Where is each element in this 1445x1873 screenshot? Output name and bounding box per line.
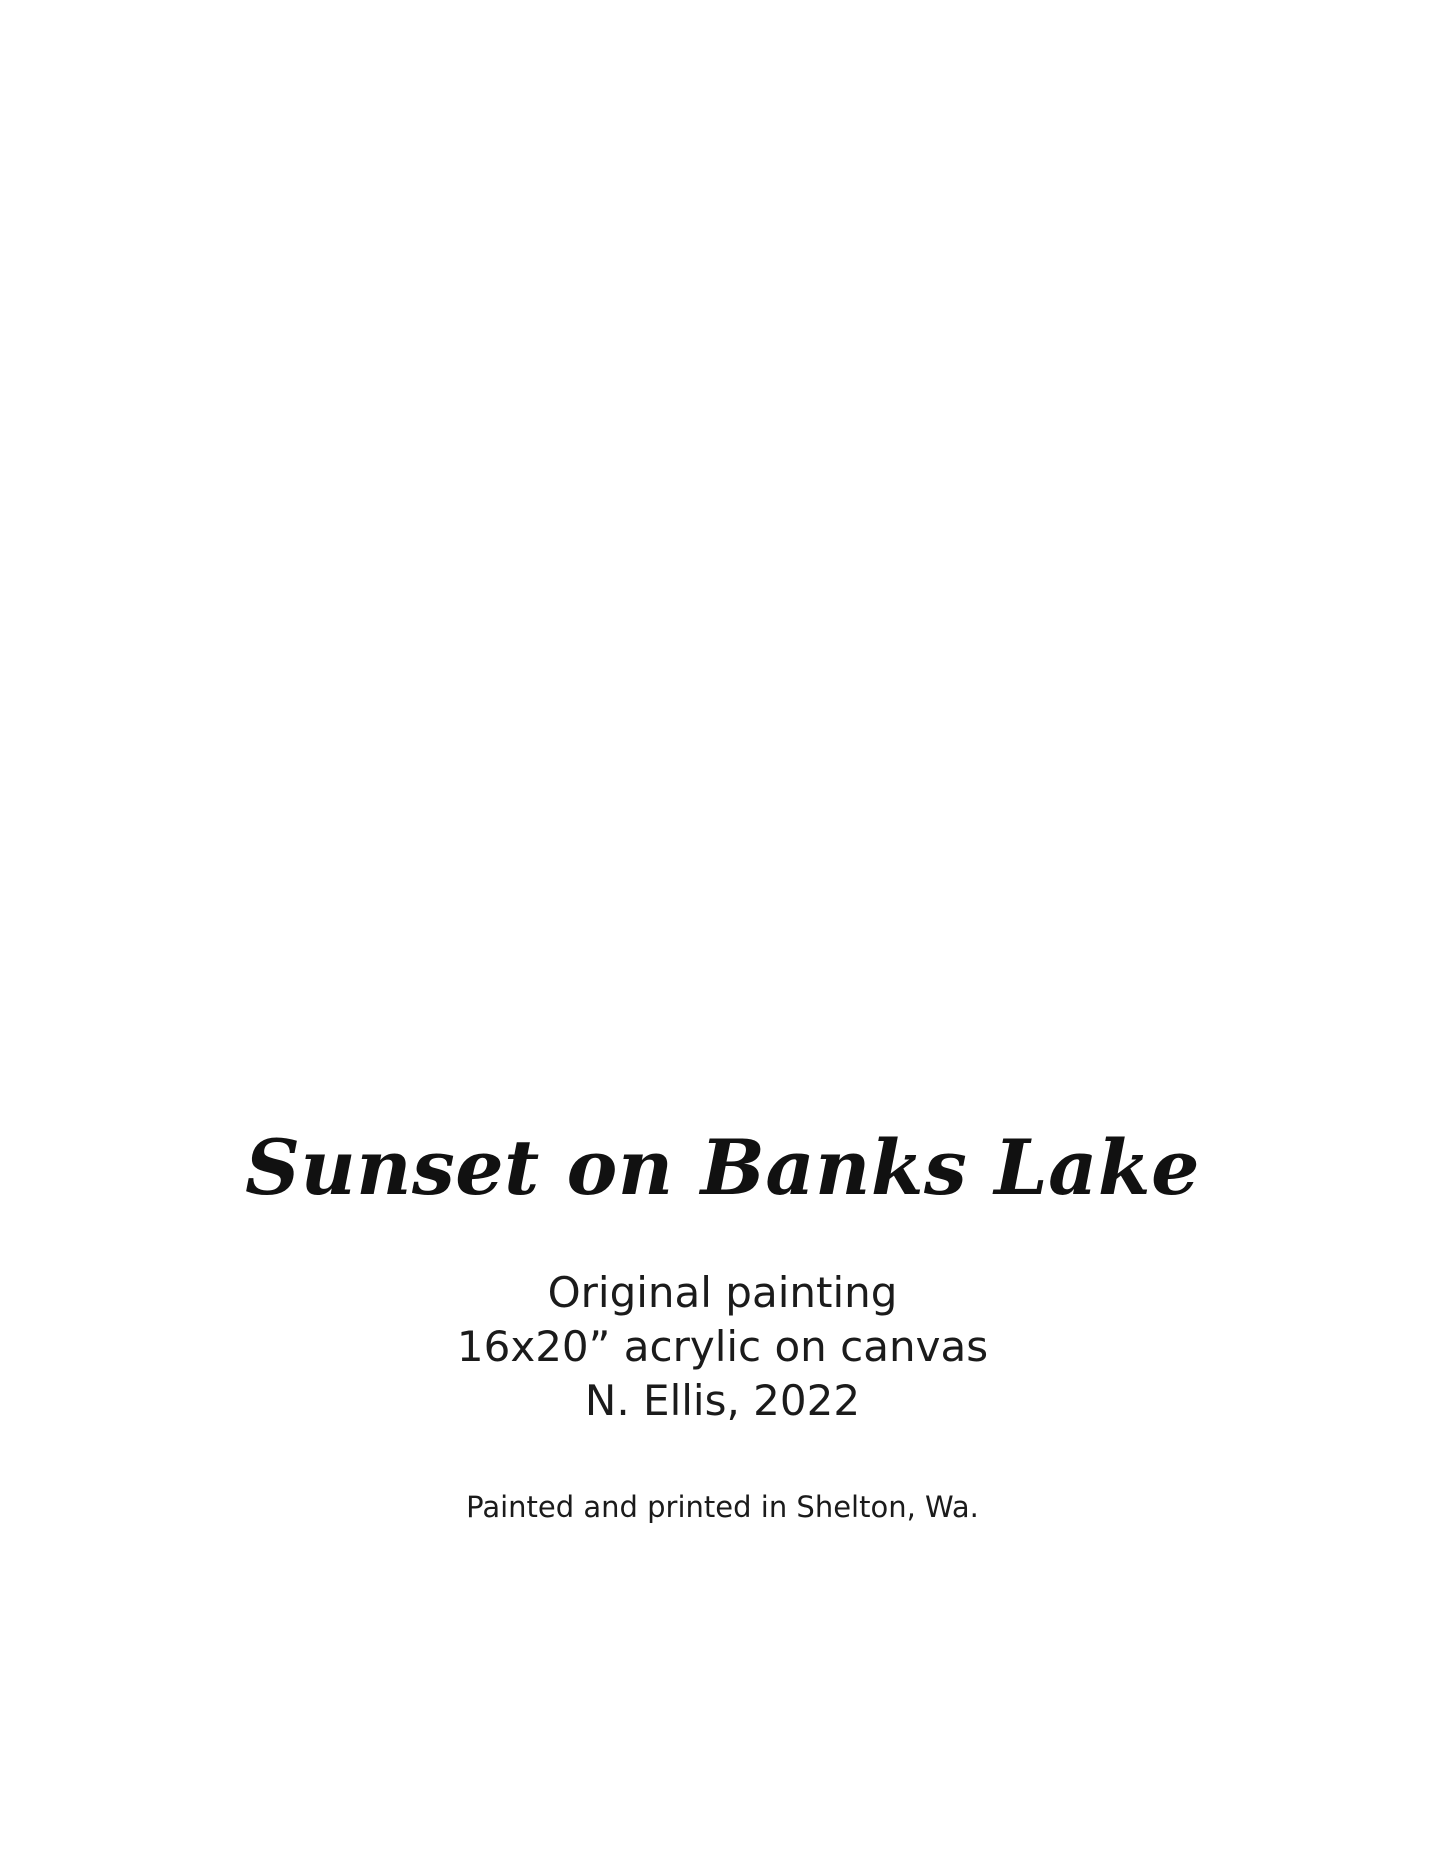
- artwork-caption-block: [0, 1123, 1445, 1527]
- artwork-detail-medium-type: Original painting: [547, 1268, 898, 1317]
- artwork-detail-dimensions: 16x20” acrylic on canvas: [456, 1321, 989, 1371]
- artwork-detail-artist-year: N. Ellis, 2022: [584, 1375, 861, 1425]
- artwork-details: [0, 1266, 1445, 1427]
- artwork-production-note: Painted and printed in Shelton, Wa.: [466, 1490, 979, 1525]
- artwork-title: Sunset on Banks Lake: [245, 1123, 1200, 1212]
